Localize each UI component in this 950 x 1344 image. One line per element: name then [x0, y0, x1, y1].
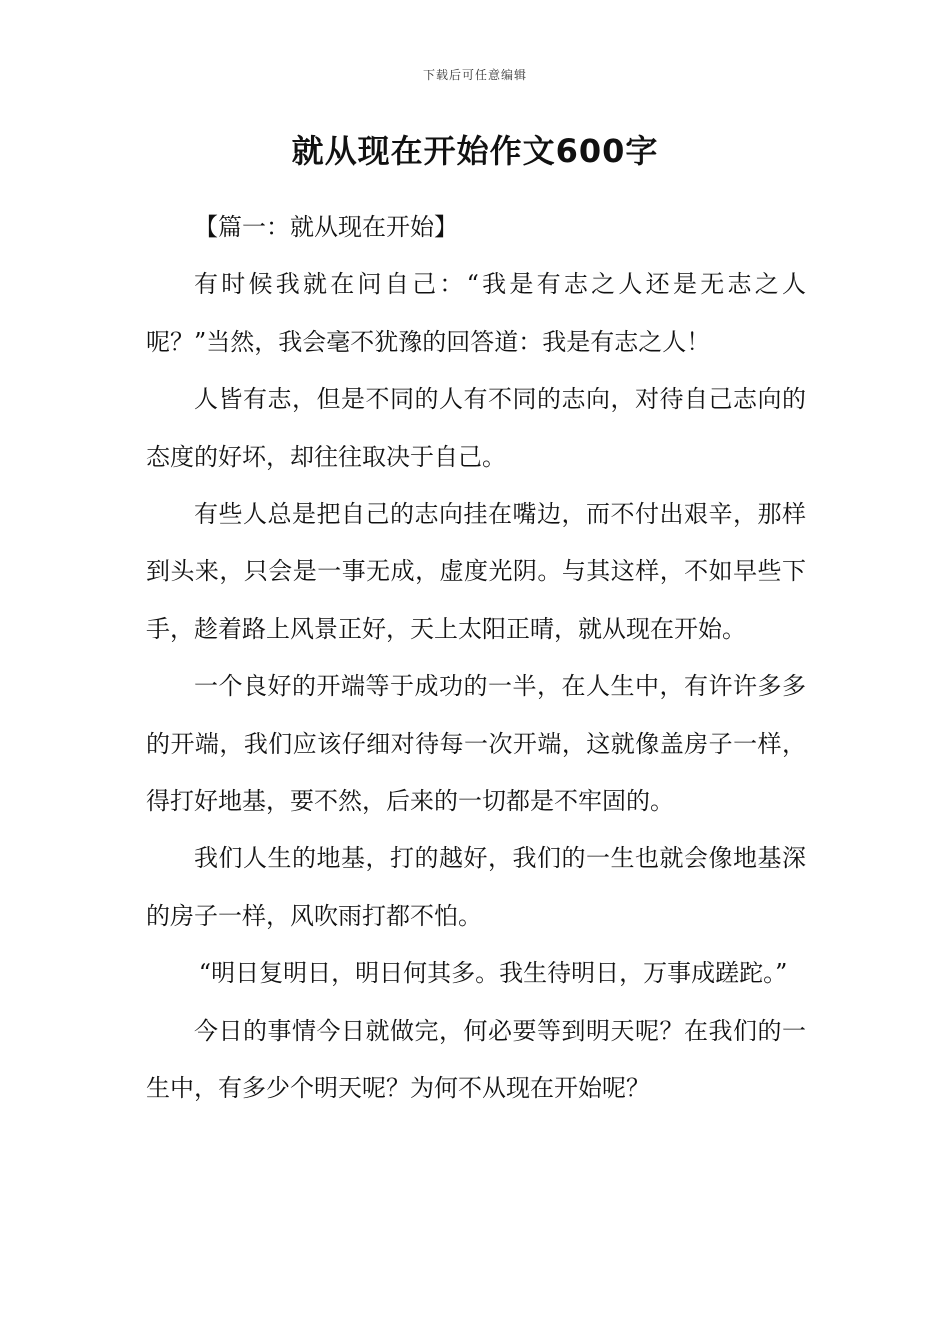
paragraph: 有些人总是把自己的志向挂在嘴边，而不付出艰辛，那样到头来，只会是一事无成，虚度光阴。与其这样，不如早些下手，趁着路上风景正好，天上太阳正晴，就从现在开始。: [146, 500, 806, 643]
paragraph: 人皆有志，但是不同的人有不同的志向，对待自己志向的态度的好坏，却往往取决于自己。: [146, 385, 806, 471]
document-body: [146, 199, 806, 1118]
document-title: 就从现在开始作文600字: [291, 132, 659, 170]
section-heading: 【篇一：就从现在开始】: [194, 213, 458, 241]
paragraph: 我们人生的地基，打的越好，我们的一生也就会像地基深的房子一样，风吹雨打都不怕。: [146, 844, 806, 930]
paragraph: 有时候我就在问自己：“我是有志之人还是无志之人呢？”当然，我会毫不犹豫的回答道：我是有志之人！: [146, 270, 806, 356]
paragraph: 今日的事情今日就做完，何必要等到明天呢？在我们的一生中，有多少个明天呢？为何不从现在开始呢？: [146, 1016, 806, 1103]
paragraph: 一个良好的开端等于成功的一半，在人生中，有许许多多的开端，我们应该仔细对待每一次开端，这就像盖房子一样，得打好地基，要不然，后来的一切都是不牢固的。: [146, 672, 806, 816]
quote-paragraph: “明日复明日，明日何其多。我生待明日，万事成蹉跎。”: [198, 959, 788, 988]
header-note: 下载后可任意编辑: [422, 68, 527, 82]
